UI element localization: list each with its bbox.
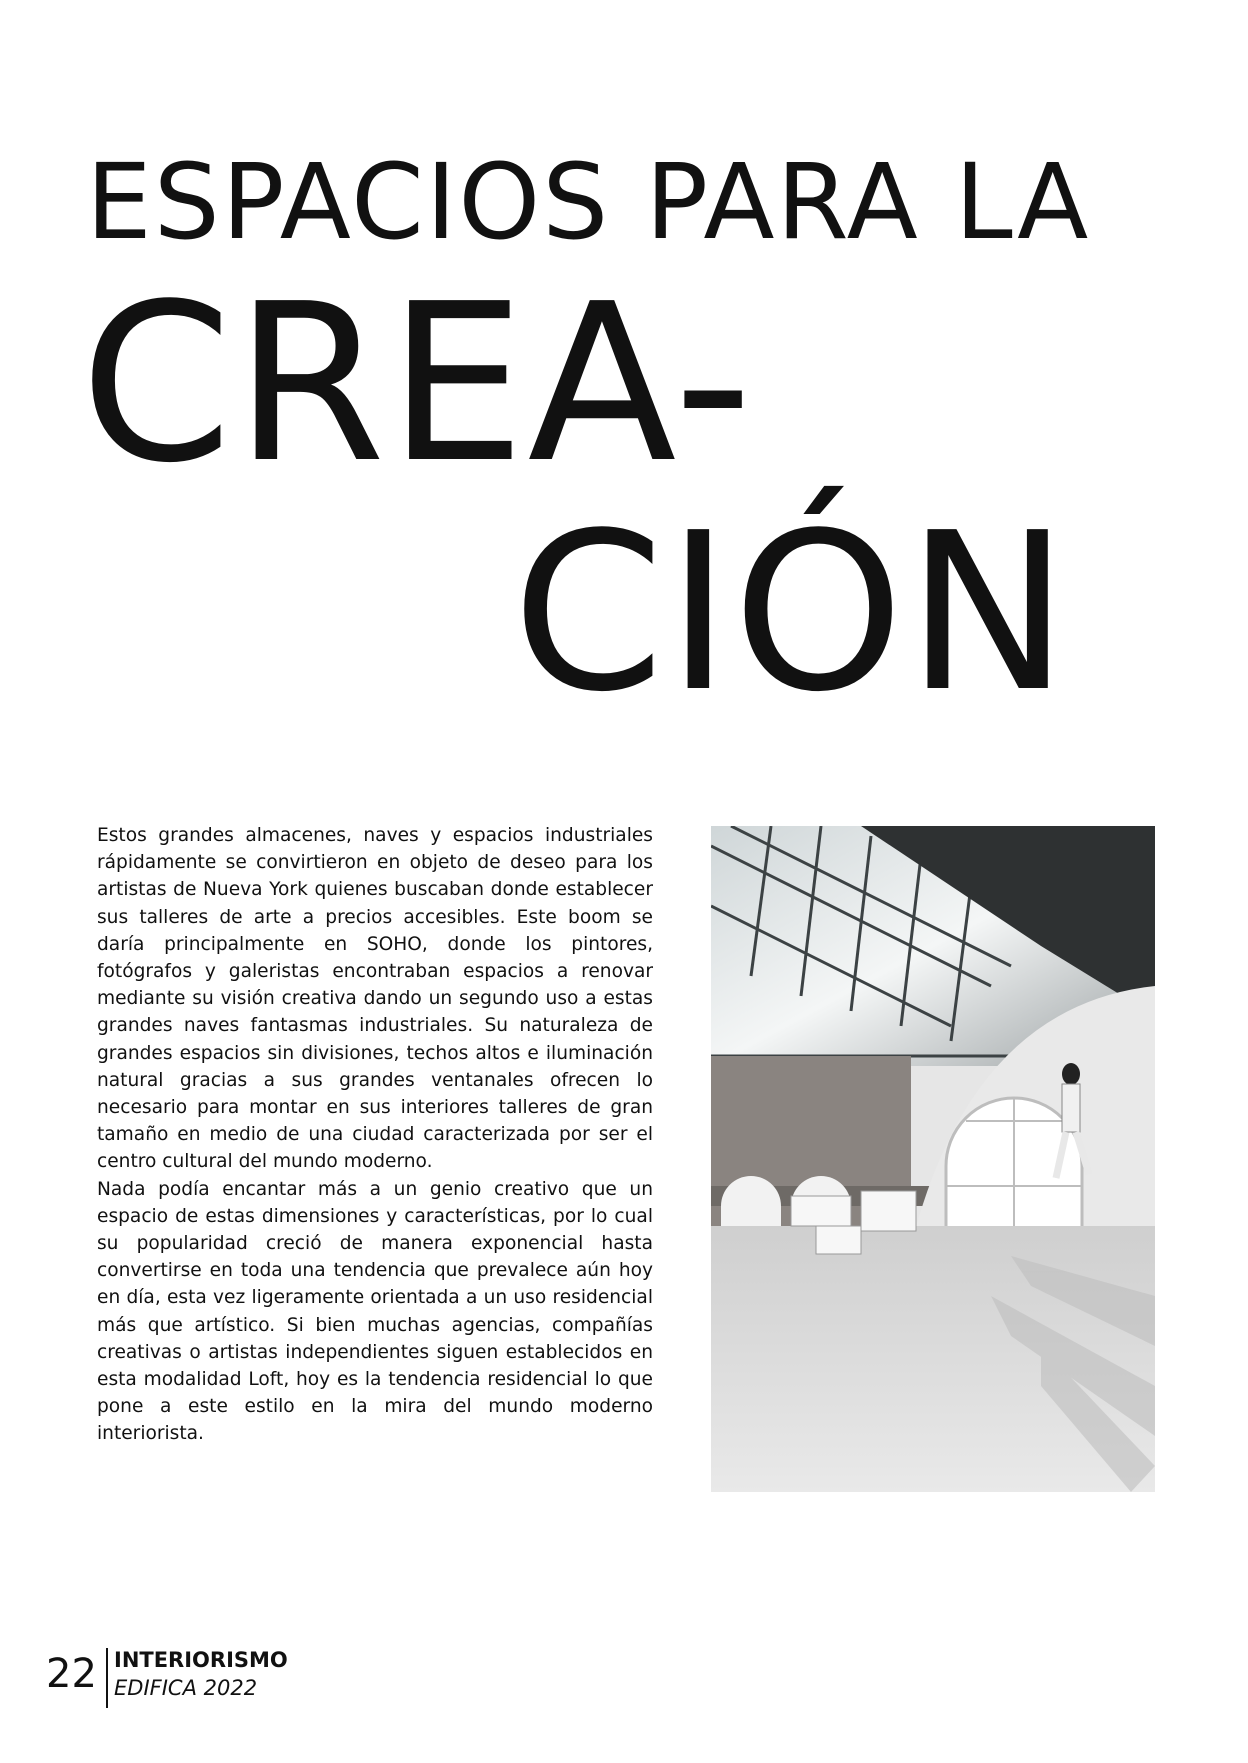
footer-divider xyxy=(106,1648,108,1708)
headline-line-1: ESPACIOS PARA LA xyxy=(86,141,1091,263)
page-number: 22 xyxy=(46,1651,97,1697)
article-paragraph-2: Nada podía encantar más a un genio creativo que un espacio de estas dimensiones y características, por lo cual su popularidad creció de manera exponencial hasta convertirse en toda una tendencia que prevalece aún hoy en día, esta vez ligeramente orientada a un uso residencial más que artístico. Si bien muchas agencias, compañías creativas o artistas independientes siguen establecidos en esta modalidad Loft, hoy es la tendencia residencial lo que pone a este estilo en la mira del mundo moderno interiorista. xyxy=(97,1178,653,1445)
issue-label: EDIFICA 2022 xyxy=(114,1676,258,1700)
article-body xyxy=(97,822,653,1448)
section-label: INTERIORISMO xyxy=(114,1648,288,1672)
article-paragraph-1: Estos grandes almacenes, naves y espacios industriales rápidamente se convirtieron en objeto de deseo para los artistas de Nueva York quienes buscaban donde establecer sus talleres de arte a precios accesibles. Este boom se daría principalmente en SOHO, donde los pintores, fotógrafos y galeristas encontraban espacios a renovar mediante su visión creativa dando un segundo uso a estas grandes naves fantasmas industriales. Su naturaleza de grandes espacios sin divisiones, techos altos e iluminación natural gracias a sus grandes ventanales ofrecen lo necesario para montar en sus interiores talleres de gran tamaño en medio de una ciudad caracterizada por ser el centro cultural del mundo moderno. xyxy=(97,825,653,1173)
headline-line-2: CREA- xyxy=(80,258,755,511)
loft-interior-photo xyxy=(711,826,1155,1492)
headline-line-3: CIÓN xyxy=(512,487,1072,740)
